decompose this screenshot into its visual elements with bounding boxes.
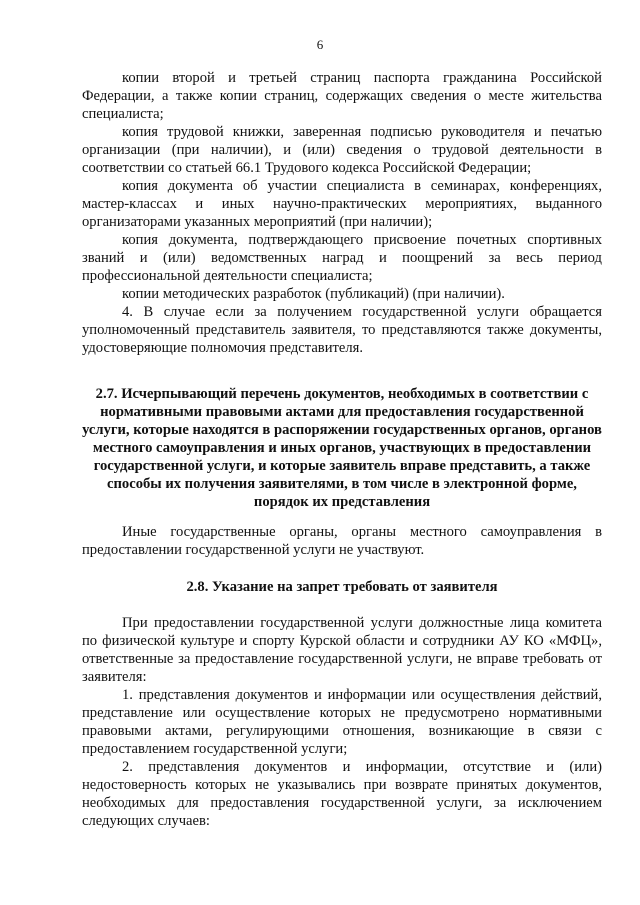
- paragraph: копии методических разработок (публикаций) (при наличии).: [122, 286, 505, 302]
- section-2-7-body: [82, 523, 602, 559]
- paragraph: При предоставлении государственной услуги должностные лица комитета по физической культуре и спорту Курской области и сотрудники АУ КО «МФЦ», ответственные за предоставление государственной услуги, не вправе требовать от заявителя:: [82, 615, 602, 685]
- paragraph: копия документа об участии специалиста в семинарах, конференциях, мастер-классах и иных научно-практических мероприятиях, выданного организаторами указанных мероприятий (при наличии);: [82, 178, 602, 230]
- section-heading-2-7: 2.7. Исчерпывающий перечень документов, необходимых в соответствии с нормативными правовыми актами для предоставления государственной услуги, которые находятся в распоряжении государственных органов, органов местного самоуправления и иных органов, участвующих в предоставлении государственной услуги, и которые заявитель вправе представить, а также способы их получения заявителями, в том числе в электронной форме, порядок их представления: [82, 386, 602, 510]
- paragraph: 1. представления документов и информации или осуществления действий, представление или осуществление которых не предусмотрено нормативными правовыми актами, регулирующими отношения, возникающие в связи с предоставлением государственной услуги;: [82, 687, 602, 757]
- section-2-8-body: [82, 614, 602, 830]
- page-number: 6: [316, 37, 324, 52]
- document-list-block: [82, 69, 602, 357]
- paragraph: Иные государственные органы, органы местного самоуправления в предоставлении государственной услуги не участвуют.: [82, 524, 602, 558]
- paragraph: копия документа, подтверждающего присвоение почетных спортивных званий и (или) ведомственных наград и поощрений за весь период профессиональной деятельности специалиста;: [82, 232, 602, 284]
- paragraph: копии второй и третьей страниц паспорта гражданина Российской Федерации, а также копии страниц, содержащих сведения о месте жительства специалиста;: [82, 70, 602, 122]
- section-heading-2-8: 2.8. Указание на запрет требовать от заявителя: [186, 579, 498, 595]
- paragraph: 4. В случае если за получением государственной услуги обращается уполномоченный представитель заявителя, то представляются также документы, удостоверяющие полномочия представителя.: [82, 304, 602, 356]
- paragraph: копия трудовой книжки, заверенная подписью руководителя и печатью организации (при наличии), и (или) сведения о трудовой деятельности в соответствии со статьей 66.1 Трудового кодекса Российской Федерации;: [82, 124, 602, 176]
- paragraph: 2. представления документов и информации, отсутствие и (или) недостоверность которых не указывались при возврате принятых документов, необходимых для предоставления государственной услуги, за исключением следующих случаев:: [82, 759, 602, 829]
